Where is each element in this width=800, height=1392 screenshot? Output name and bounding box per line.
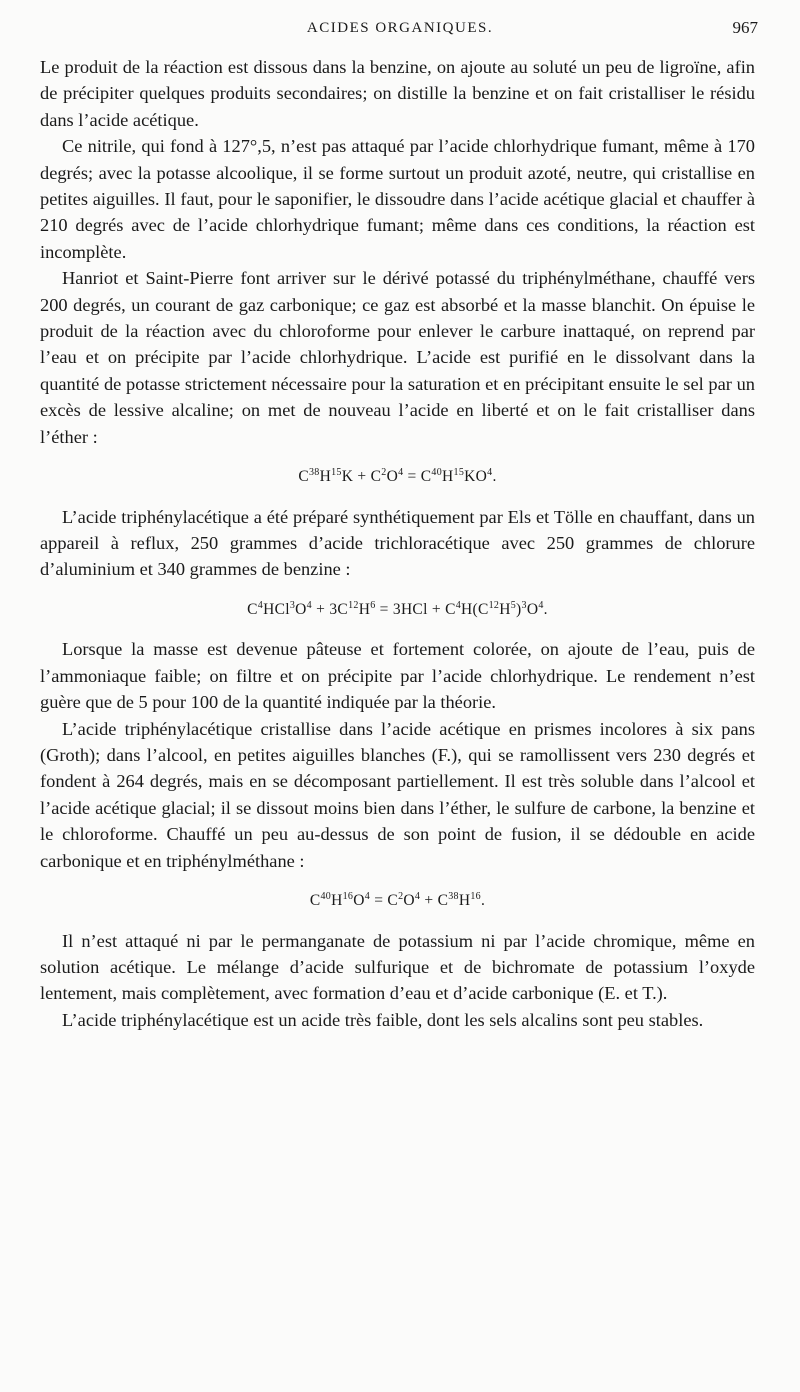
formula-index: 4 bbox=[414, 891, 421, 903]
paragraph-5: Lorsque la masse est devenue pâteuse et fortement colorée, on ajoute de l’eau, puis de l’ammoniaque faible; on filtre et on précipite par l’acide chlorhydrique. Le rendement n’est guère que de 5 pour 100 de la quantité indiquée par la théorie. bbox=[40, 639, 755, 713]
formula-index: 4 bbox=[398, 467, 404, 479]
formula-index: 12 bbox=[348, 599, 359, 611]
paragraph-6: L’acide triphénylacétique cristallise dans l’acide acétique en prismes incolores à six pans (Groth); dans l’alcool, en petites aiguilles blanches (F.), qui se ramollissent vers 230 degrés et fondent à 264 degrés, mais en se décomposant partiellement. Il est très soluble dans l’alcool et l’acide acétique glacial; il se dissout moins bien dans l’éther, le sulfure de carbone, la benzine et le chloroforme. Chauffé un peu au-dessus de son point de fusion, il se dédouble en acide carbonique et en triphénylméthane : bbox=[40, 718, 755, 871]
formula-index: 2 bbox=[398, 891, 404, 903]
formula-index: 38 bbox=[309, 467, 320, 479]
paragraph-7: Il n’est attaqué ni par le permanganate de potassium ni par l’acide chromique, même en solution acétique. Le mélange d’acide sulfurique et de bichromate de potassium l’oxyde lentement, mais complètement, avec formation d’eau et d’acide carbonique (E. et T.). bbox=[40, 930, 755, 1004]
formula-index: 16 bbox=[470, 891, 481, 903]
formula-index: 12 bbox=[488, 599, 500, 611]
paragraph-3: Hanriot et Saint-Pierre font arriver sur le dérivé potassé du triphénylméthane, chauffé vers 200 degrés, un courant de gaz carbonique; ce gaz est absorbé et la masse blanchit. On épuise le produit de la réaction avec du chloroforme pour enlever le carbure inattaqué, on reprend par l’eau et on précipite par l’acide chlorhydrique. L’acide est purifié en le dissolvant dans la quantité de potasse strictement nécessaire pour la saturation et en précipitant ensuite le sel par un excès de lessive alcaline; on met de nouveau l’acide en liberté et on le fait cristalliser dans l’éther : bbox=[40, 268, 755, 447]
formula-index: 16 bbox=[342, 891, 354, 903]
formula-index: 5 bbox=[510, 599, 517, 611]
running-title: ACIDES ORGANIQUES. bbox=[306, 20, 494, 36]
paragraph-8: L’acide triphénylacétique est un acide très faible, dont les sels alcalins sont peu stables. bbox=[62, 1009, 704, 1030]
formula-index: 4 bbox=[455, 599, 462, 611]
formula-index: 6 bbox=[370, 599, 376, 611]
formula-index: 2 bbox=[381, 467, 387, 479]
paragraph-2: Ce nitrile, qui fond à 127°,5, n’est pas attaqué par l’acide chlorhydrique fumant, même à 170 degrés; avec la potasse alcoolique, il se forme surtout un produit azoté, neutre, qui cristallise en petites aiguilles. Il faut, pour le saponifier, le dissoudre dans l’acide acétique glacial et chauffer à 210 degrés avec de l’acide chlorhydrique fumant; même dans ces conditions, la réaction est incomplète. bbox=[40, 136, 755, 262]
page-number: 967 bbox=[732, 18, 758, 37]
formula-index: 3 bbox=[289, 599, 296, 611]
formula-saponification: $C^{38}H^{15}K + C^2O^4 = C^{40}H^{15}KO^4$. bbox=[298, 467, 497, 486]
formula-synthesis: $C^4HCl^3O^4 + 3C^{12}H^6 = 3HCl + C^4H(C^{12}H^5)^3O^4$. bbox=[247, 599, 548, 619]
formula-index: 4 bbox=[487, 467, 493, 479]
formula-index: 40 bbox=[431, 467, 443, 479]
paragraph-1: Le produit de la réaction est dissous dans la benzine, on ajoute au soluté un peu de ligroïne, afin de précipiter quelques produits secondaires; on distille la benzine et on fait cristalliser le résidu dans l’acide acétique. bbox=[40, 57, 755, 130]
formula-index: 4 bbox=[306, 599, 312, 611]
formula-index: 38 bbox=[448, 891, 459, 903]
paragraph-4: L’acide triphénylacétique a été préparé synthétiquement par Els et Tölle en chauffant, dans un appareil à reflux, 250 grammes d’acide trichloracétique avec 250 grammes de chlorure d’aluminium et 340 grammes de benzine : bbox=[40, 506, 755, 580]
body-text bbox=[40, 54, 755, 1033]
formula-index: 4 bbox=[257, 599, 264, 611]
formula-index: 15 bbox=[331, 467, 342, 479]
formula-index: 3 bbox=[521, 599, 527, 611]
formula-decomposition: $C^{40}H^{16}O^4 = C^2O^4 + C^{38}H^{16}$. bbox=[309, 891, 486, 910]
page-header bbox=[40, 18, 760, 42]
formula-index: 4 bbox=[364, 891, 371, 903]
formula-index: 4 bbox=[538, 599, 544, 611]
formula-index: 15 bbox=[453, 467, 465, 479]
formula-index: 40 bbox=[320, 891, 332, 903]
